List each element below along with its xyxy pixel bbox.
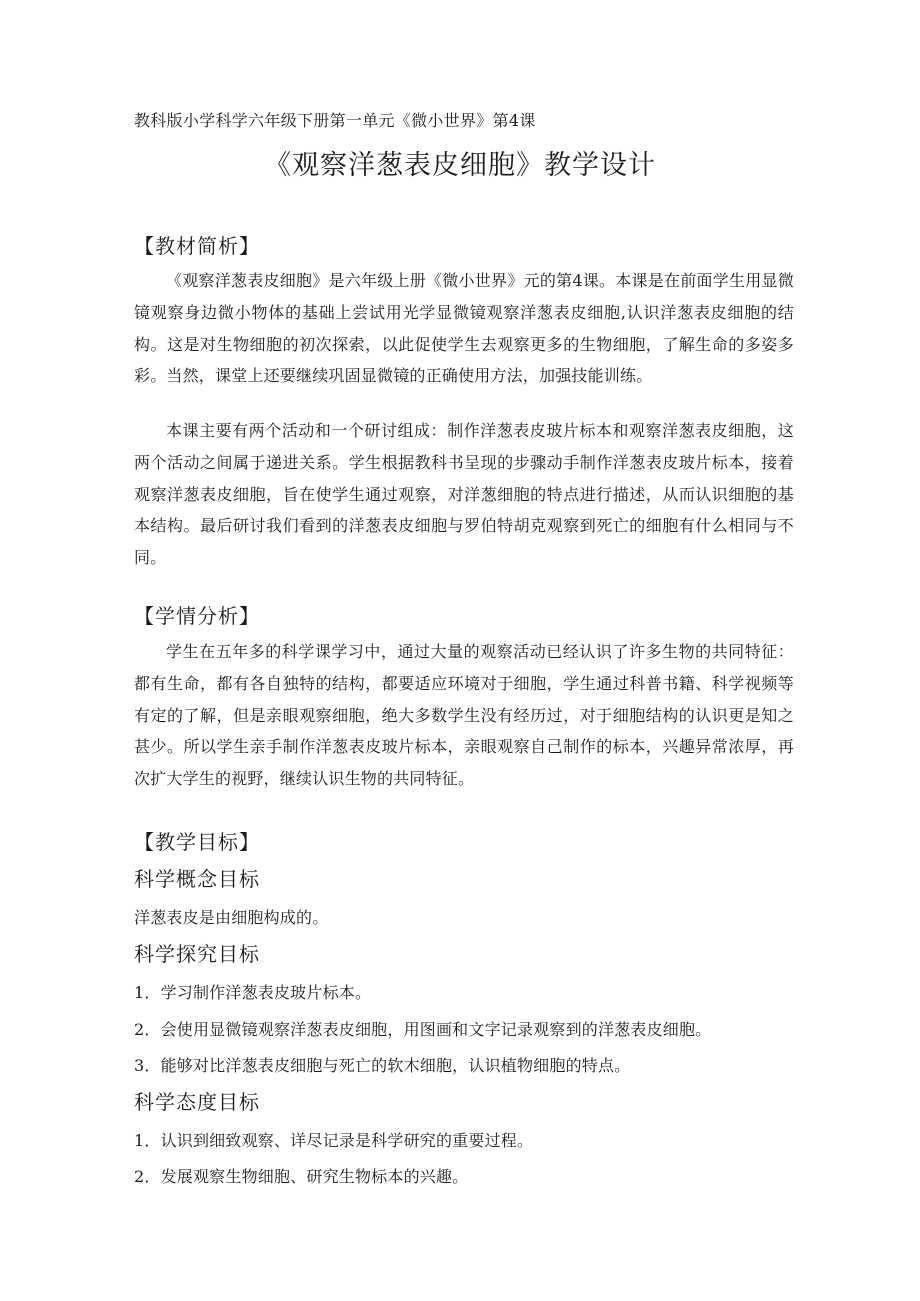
subheading-inquiry-goal: 科学探究目标 [134,942,260,966]
concept-goal-text: 洋葱表皮是由细胞构成的。 [134,908,329,927]
subheading-attitude-goal: 科学态度目标 [134,1090,260,1114]
attitude-goal-item-1: 1．认识到细致观察、详尽记录是科学研究的重要过程。 [134,1131,534,1150]
section-heading-learner-analysis: 【学情分析】 [134,604,260,628]
material-analysis-paragraph-2: 本课主要有两个活动和一个研讨组成：制作洋葱表皮玻片标本和观察洋葱表皮细胞，这两个活动之间属于递进关系。学生根据教科书呈现的步骤动手制作洋葱表皮玻片标本，接着观察洋葱表皮细胞，旨在使学生通过观察，对洋葱细胞的特点进行描述，从而认识细胞的基本结构。最后研讨我们看到的洋葱表皮细胞与罗伯特胡克观察到死亡的细胞有什么相同与不同。 [134,421,794,568]
section-heading-teaching-goals: 【教学目标】 [134,830,260,854]
inquiry-goal-item-1: 1．学习制作洋葱表皮玻片标本。 [134,983,372,1002]
section-heading-material-analysis: 【教材简析】 [134,234,260,258]
learner-analysis-paragraph: 学生在五年多的科学课学习中，通过大量的观察活动已经认识了许多生物的共同特征：都有生命，都有各自独特的结构，都要适应环境对于细胞，学生通过科普书籍、科学视频等有定的了解，但是亲眼观察细胞，绝大多数学生没有经历过，对于细胞结构的认识更是知之甚少。所以学生亲手制作洋葱表皮玻片标本，亲眼观察自己制作的标本，兴趣异常浓厚，再次扩大学生的视野，继续认识生物的共同特征。 [134,642,794,789]
material-analysis-paragraph-1: 《观察洋葱表皮细胞》是六年级上册《微小世界》元的第4课。本课是在前面学生用显微镜观察身边微小物体的基础上尝试用光学显微镜观察洋葱表皮细胞,认识洋葱表皮细胞的结构。这是对生物细胞的初次探索，以此促使学生去观察更多的生物细胞，了解生命的多姿多彩。当然，课堂上还要继续巩固显微镜的正确使用方法，加强技能训练。 [134,271,794,386]
subheading-concept-goal: 科学概念目标 [134,867,260,891]
page-title: 《观察洋葱表皮细胞》教学设计 [264,150,656,181]
course-header: 教科版小学科学六年级下册第一单元《微小世界》第4课 [134,111,536,130]
inquiry-goal-item-3: 3．能够对比洋葱表皮细胞与死亡的软木细胞，认识植物细胞的特点。 [134,1056,631,1075]
inquiry-goal-item-2: 2．会使用显微镜观察洋葱表皮细胞，用图画和文字记录观察到的洋葱表皮细胞。 [134,1020,712,1039]
attitude-goal-item-2: 2．发展观察生物细胞、研究生物标本的兴趣。 [134,1167,469,1186]
